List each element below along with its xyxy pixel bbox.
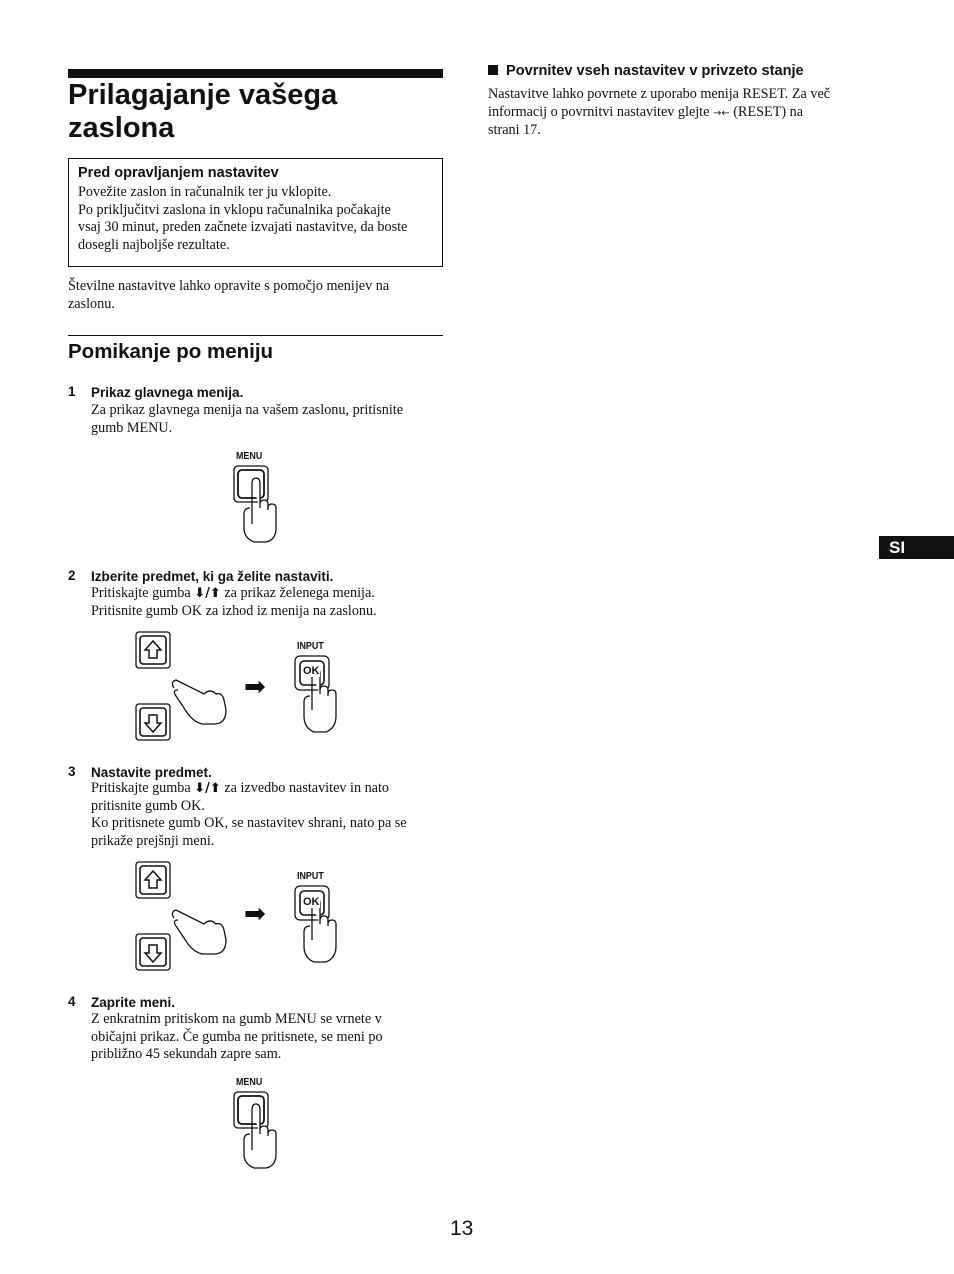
note-box-body xyxy=(78,184,433,254)
menu-label: MENU xyxy=(236,450,263,462)
right-line: strani 17. xyxy=(488,122,541,139)
step-text: za prikaz želenega menija. xyxy=(220,585,375,601)
language-tab: SI xyxy=(879,536,954,559)
step-line: gumb MENU. xyxy=(91,419,173,436)
note-line: dosegli najboljše rezultate. xyxy=(78,236,230,253)
ok-label: OK xyxy=(303,896,320,908)
step-title: Izberite predmet, ki ga želite nastaviti. xyxy=(91,569,334,584)
right-line xyxy=(488,104,878,123)
step-number: 4 xyxy=(68,994,76,1009)
step-number: 1 xyxy=(68,384,76,399)
section-rule xyxy=(68,335,443,336)
menu-button-illustration xyxy=(230,1090,290,1170)
right-text: informacij o povrnitvi nastavitev glejte xyxy=(488,103,713,120)
down-up-arrows-icon: ⬇/⬆ xyxy=(194,586,221,601)
step-line: Za prikaz glavnega menija na vašem zaslonu, pritisnite xyxy=(91,402,404,418)
step-text: Pritiskajte gumba xyxy=(91,585,195,601)
right-heading-text: Povrnitev vseh nastavitev v privzeto stanje xyxy=(506,63,804,79)
right-line: Nastavitve lahko povrnete z uporabo menija RESET. Za več xyxy=(488,86,831,102)
input-ok-button-illustration xyxy=(292,884,348,966)
step-line: običajni prikaz. Če gumba ne pritisnete, se meni po xyxy=(91,1028,383,1045)
up-down-buttons-illustration xyxy=(134,860,234,975)
step-body xyxy=(91,585,451,620)
input-label: INPUT xyxy=(297,640,324,652)
step-line xyxy=(91,585,451,603)
right-arrow-icon: ➡ xyxy=(244,672,266,702)
right-section-heading xyxy=(488,63,804,79)
input-label: INPUT xyxy=(297,870,324,882)
step-title: Zaprite meni. xyxy=(91,995,176,1010)
page-title xyxy=(68,79,448,145)
note-box-title: Pred opravljanjem nastavitev xyxy=(78,165,279,181)
page-title-line1: Prilagajanje vašega xyxy=(68,79,338,111)
step-line: prikaže prejšnji meni. xyxy=(91,832,215,849)
step-title: Prikaz glavnega menija. xyxy=(91,385,244,400)
step-line xyxy=(91,780,451,798)
step-line: približno 45 sekundah zapre sam. xyxy=(91,1046,282,1063)
step-body xyxy=(91,402,451,437)
right-text: (RESET) na xyxy=(729,103,804,120)
note-box xyxy=(68,158,443,267)
right-body xyxy=(488,86,878,140)
step-text: za izvedbo nastavitev in nato xyxy=(220,780,390,796)
intro-line: zaslonu. xyxy=(68,295,115,312)
intro-line: Številne nastavitve lahko opravite s pomočjo menijev na xyxy=(68,278,390,294)
menu-label: MENU xyxy=(236,1076,263,1088)
step-title: Nastavite predmet. xyxy=(91,765,212,780)
step-line: pritisnite gumb OK. xyxy=(91,797,205,814)
step-body xyxy=(91,780,451,850)
menu-button-illustration xyxy=(230,464,290,544)
step-number: 2 xyxy=(68,568,76,583)
step-line: Pritisnite gumb OK za izhod iz menija na zaslonu. xyxy=(91,602,377,619)
step-number: 3 xyxy=(68,764,76,779)
input-ok-button-illustration xyxy=(292,654,348,736)
section-title: Pomikanje po meniju xyxy=(68,340,274,363)
note-line: vsaj 30 minut, preden začnete izvajati nastavitve, da boste xyxy=(78,219,408,236)
note-line: Povežite zaslon in računalnik ter ju vklopite. xyxy=(78,184,332,200)
step-text: Pritiskajte gumba xyxy=(91,780,195,796)
step-line: Ko pritisnete gumb OK, se nastavitev shrani, nato pa se xyxy=(91,815,407,832)
reset-icon: →← xyxy=(712,107,730,119)
down-up-arrows-icon: ⬇/⬆ xyxy=(194,781,221,796)
right-arrow-icon: ➡ xyxy=(244,899,266,929)
intro-text xyxy=(68,278,448,313)
note-line: Po priključitvi zaslona in vklopu računalnika počakajte xyxy=(78,201,391,218)
page-title-line2: zaslona xyxy=(68,112,175,144)
step-line: Z enkratnim pritiskom na gumb MENU se vrnete v xyxy=(91,1011,382,1027)
step-body xyxy=(91,1011,451,1064)
title-rule xyxy=(68,69,443,78)
page-number: 13 xyxy=(450,1217,474,1240)
ok-label: OK xyxy=(303,665,320,677)
up-down-buttons-illustration xyxy=(134,630,234,745)
square-bullet-icon xyxy=(488,65,498,75)
